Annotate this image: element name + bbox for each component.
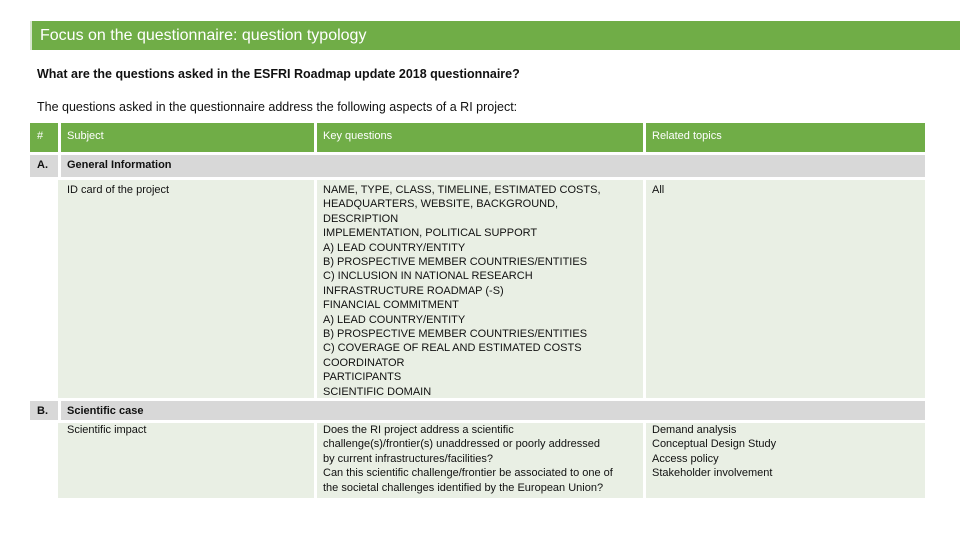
header-key-questions: Key questions: [323, 130, 393, 142]
related-topic: Access policy: [652, 452, 719, 465]
row-subject: ID card of the project: [67, 184, 170, 196]
column-divider: [314, 177, 317, 398]
key-question-line: Can this scientific challenge/frontier be associated to one of: [323, 467, 613, 480]
header-related-topics: Related topics: [652, 130, 722, 142]
column-divider: [643, 123, 646, 152]
key-question-line: DESCRIPTION: [323, 212, 399, 225]
slide-title: Focus on the questionnaire: question typology: [40, 27, 367, 44]
related-topic: Conceptual Design Study: [652, 438, 777, 451]
key-question-line: C) COVERAGE OF REAL AND ESTIMATED COSTS: [323, 342, 582, 355]
key-question-line: INFRASTRUCTURE ROADMAP (-S): [323, 284, 504, 297]
related-topic: Demand analysis: [652, 424, 737, 436]
slide-title-bar: [30, 21, 960, 50]
key-question-line: by current infrastructures/facilities?: [323, 452, 493, 465]
column-divider: [643, 420, 646, 498]
question-typology-table: [30, 123, 925, 498]
key-question-line: Does the RI project address a scientific: [323, 424, 514, 436]
column-divider: [58, 123, 61, 152]
section-row-a: [30, 152, 925, 177]
key-question-line: PARTICIPANTS: [323, 371, 402, 384]
column-divider: [314, 123, 317, 152]
key-question-line: COORDINATOR: [323, 356, 405, 369]
key-question-line: B) PROSPECTIVE MEMBER COUNTRIES/ENTITIES: [323, 328, 588, 341]
key-question-line: B) PROSPECTIVE MEMBER COUNTRIES/ENTITIES: [323, 256, 588, 269]
table-row-scientific-impact: [30, 420, 925, 498]
related-topic: All: [652, 184, 665, 196]
key-question-line: NAME, TYPE, CLASS, TIMELINE, ESTIMATED COSTS,: [323, 184, 601, 196]
row-related-topics: [652, 183, 664, 197]
empty-num-cell: [30, 177, 58, 398]
column-divider: [58, 152, 61, 177]
key-question-line: the societal challenges identified by the European Union?: [323, 481, 604, 494]
key-question-line: A) LEAD COUNTRY/ENTITY: [323, 241, 466, 254]
row-divider: [30, 152, 925, 155]
key-question-line: C) INCLUSION IN NATIONAL RESEARCH: [323, 270, 533, 283]
header-num: #: [37, 130, 44, 142]
slide-question: What are the questions asked in the ESFRI Roadmap update 2018 questionnaire?: [37, 67, 520, 81]
key-question-line: A) LEAD COUNTRY/ENTITY: [323, 313, 466, 326]
column-divider: [314, 420, 317, 498]
row-key-questions: [323, 183, 635, 399]
row-related-topics: [652, 423, 776, 481]
table-row-id-card: [30, 177, 925, 398]
header-subject: Subject: [67, 130, 104, 142]
section-title: Scientific case: [67, 405, 144, 417]
key-question-line: HEADQUARTERS, WEBSITE, BACKGROUND,: [323, 198, 559, 211]
key-question-line: challenge(s)/frontier(s) unaddressed or poorly addressed: [323, 438, 600, 451]
section-number: A.: [37, 159, 48, 171]
table-header-row: [30, 123, 925, 152]
row-key-questions: [323, 423, 635, 495]
row-divider: [30, 398, 925, 401]
section-number: B.: [37, 405, 48, 417]
empty-num-cell: [30, 420, 58, 498]
key-question-line: SCIENTIFIC DOMAIN: [323, 385, 432, 398]
section-title: General Information: [67, 159, 172, 171]
related-topic: Stakeholder involvement: [652, 467, 773, 480]
row-divider: [30, 177, 925, 180]
slide-intro: The questions asked in the questionnaire address the following aspects of a RI project:: [37, 100, 518, 114]
row-subject: Scientific impact: [67, 424, 147, 436]
key-question-line: FINANCIAL COMMITMENT: [323, 299, 459, 312]
column-divider: [643, 177, 646, 398]
key-question-line: IMPLEMENTATION, POLITICAL SUPPORT: [323, 227, 538, 240]
